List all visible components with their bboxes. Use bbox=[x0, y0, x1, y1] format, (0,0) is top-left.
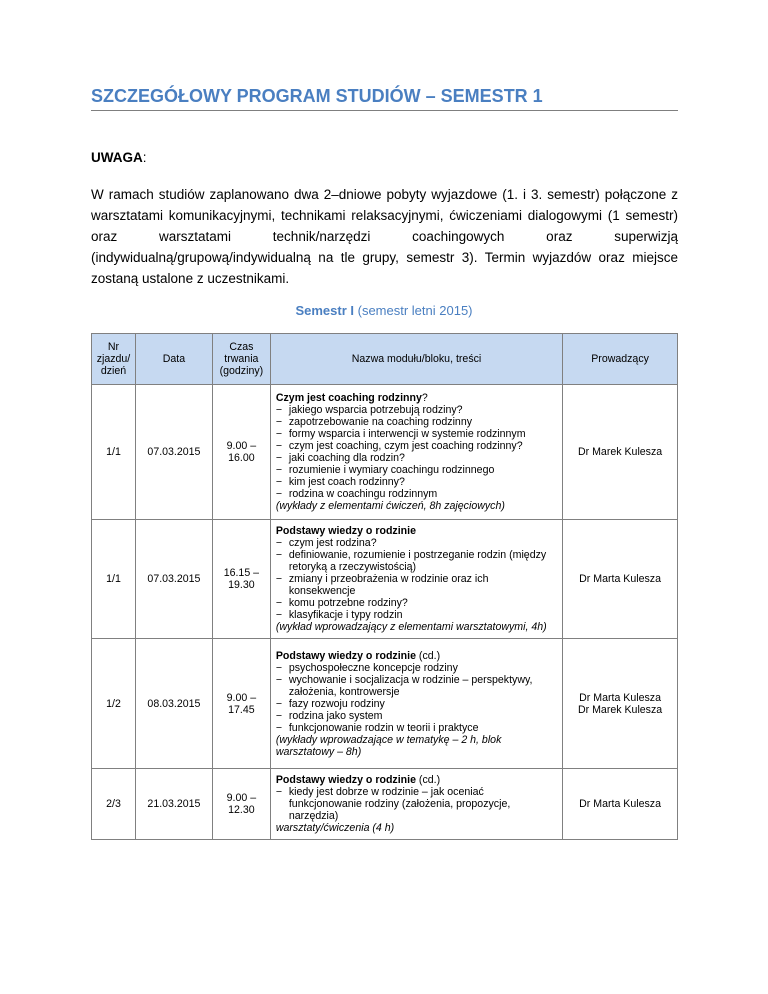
topic-item: − jakiego wsparcia potrzebują rodziny? bbox=[276, 404, 556, 416]
header-content: Nazwa modułu/bloku, treści bbox=[270, 334, 562, 385]
semester-heading bbox=[0, 303, 768, 318]
module-note: (wykłady z elementami ćwiczeń, 8h zajęciowych) bbox=[275, 500, 505, 512]
topic-item: − zapotrzebowanie na coaching rodzinny bbox=[276, 416, 556, 428]
module-note: (wykłady wprowadzające w tematykę – 2 h, blok warsztatowy – 8h) bbox=[275, 733, 502, 758]
lecturer-name: Dr Marek Kulesza bbox=[577, 703, 663, 716]
topic-item: − kiedy jest dobrze w rodzinie – jak oceniać funkcjonowanie rodziny (założenia, propozycje, narzędzia) bbox=[276, 786, 556, 822]
module-title: Podstawy wiedzy o rodzinie bbox=[275, 525, 416, 537]
topic-item: − komu potrzebne rodziny? bbox=[276, 597, 556, 609]
header-nr: Nr zjazdu/ dzień bbox=[92, 334, 136, 385]
note-label bbox=[91, 150, 147, 165]
row-date: 21.03.2015 bbox=[135, 769, 212, 840]
module-title: Podstawy wiedzy o rodzinie (cd.) bbox=[275, 649, 441, 662]
topic-item: − fazy rozwoju rodziny bbox=[276, 698, 556, 710]
topic-item: − funkcjonowanie rodzin w teorii i praktyce bbox=[276, 722, 556, 734]
header-lecturer: Prowadzący bbox=[563, 334, 678, 385]
topic-item: − rodzina jako system bbox=[276, 710, 556, 722]
lecturer-name: Dr Marta Kulesza bbox=[579, 573, 661, 585]
topic-list bbox=[276, 786, 556, 822]
module-title: Czym jest coaching rodzinny? bbox=[275, 392, 428, 404]
topic-item: − wychowanie i socjalizacja w rodzinie – perspektywy, założenia, kontrowersje bbox=[276, 674, 556, 698]
row-nr: 2/3 bbox=[92, 769, 136, 840]
lecturer-name: Dr Marek Kulesza bbox=[577, 446, 663, 458]
row-nr: 1/1 bbox=[92, 520, 136, 639]
topic-item: − klasyfikacje i typy rodzin bbox=[276, 609, 556, 621]
note-paragraph: W ramach studiów zaplanowano dwa 2–dniowe pobyty wyjazdowe (1. i 3. semestr) połączone z warsztatami komunikacyjnymi, technikami relaksacyjnymi, ćwiczeniami dialogowymi (1 semestr) oraz warsztatami technik/narzędzi coachingowych oraz superwizją (indywidualną/grupową/indywidualną na tle grupy, semestr 3). Termin wyjazdów oraz miejsce zostaną ustalone z uczestnikami. bbox=[91, 187, 678, 286]
row-lecturer bbox=[563, 520, 678, 639]
row-lecturer bbox=[563, 639, 678, 769]
row-date: 07.03.2015 bbox=[135, 385, 212, 520]
table-row bbox=[92, 639, 678, 769]
topic-item: − czym jest coaching, czym jest coaching rodzinny? bbox=[276, 440, 556, 452]
topic-item: − kim jest coach rodzinny? bbox=[276, 476, 556, 488]
module-note: warsztaty/ćwiczenia (4 h) bbox=[275, 822, 395, 834]
module-title: Podstawy wiedzy o rodzinie (cd.) bbox=[275, 774, 441, 786]
topic-list bbox=[276, 537, 556, 621]
row-content bbox=[270, 769, 562, 840]
row-content bbox=[270, 639, 562, 769]
header-date: Data bbox=[135, 334, 212, 385]
table-row bbox=[92, 520, 678, 639]
row-lecturer bbox=[563, 385, 678, 520]
row-content bbox=[270, 385, 562, 520]
row-lecturer bbox=[563, 769, 678, 840]
row-date: 07.03.2015 bbox=[135, 520, 212, 639]
topic-list bbox=[276, 662, 556, 734]
row-time: 9.00 – 12.30 bbox=[212, 769, 270, 840]
table-header-row bbox=[92, 334, 678, 385]
table-row bbox=[92, 769, 678, 840]
page-title: SZCZEGÓŁOWY PROGRAM STUDIÓW – SEMESTR 1 bbox=[91, 86, 678, 111]
lecturer-name: Dr Marta Kulesza bbox=[579, 691, 661, 704]
row-date: 08.03.2015 bbox=[135, 639, 212, 769]
topic-item: − jaki coaching dla rodzin? bbox=[276, 452, 556, 464]
topic-item: − rodzina w coachingu rodzinnym bbox=[276, 488, 556, 500]
topic-item: − definiowanie, rozumienie i postrzeganie rodzin (między retoryką a rzeczywistością) bbox=[276, 549, 556, 573]
topic-item: − czym jest rodzina? bbox=[276, 537, 556, 549]
topic-item: − rozumienie i wymiary coachingu rodzinnego bbox=[276, 464, 556, 476]
table-row bbox=[92, 385, 678, 520]
topic-item: − formy wsparcia i interwencji w systemie rodzinnym bbox=[276, 428, 556, 440]
semester-title: Semestr I bbox=[295, 303, 355, 318]
row-time: 16.15 – 19.30 bbox=[212, 520, 270, 639]
schedule-table bbox=[91, 333, 678, 840]
topic-item: − zmiany i przeobrażenia w rodzinie oraz ich konsekwencje bbox=[276, 573, 556, 597]
topic-item: − psychospołeczne koncepcje rodziny bbox=[276, 662, 556, 674]
note-label-suffix: : bbox=[142, 150, 147, 165]
header-time: Czas trwania (godziny) bbox=[212, 334, 270, 385]
row-time: 9.00 – 17.45 bbox=[212, 639, 270, 769]
row-time: 9.00 – 16.00 bbox=[212, 385, 270, 520]
topic-list bbox=[276, 404, 556, 500]
semester-subtitle: (semestr letni 2015) bbox=[354, 303, 473, 318]
lecturer-name: Dr Marta Kulesza bbox=[579, 798, 661, 810]
module-note: (wykład wprowadzający z elementami warsztatowymi, 4h) bbox=[275, 621, 547, 633]
note-label-text: UWAGA bbox=[91, 150, 143, 165]
row-content bbox=[270, 520, 562, 639]
row-nr: 1/1 bbox=[92, 385, 136, 520]
row-nr: 1/2 bbox=[92, 639, 136, 769]
